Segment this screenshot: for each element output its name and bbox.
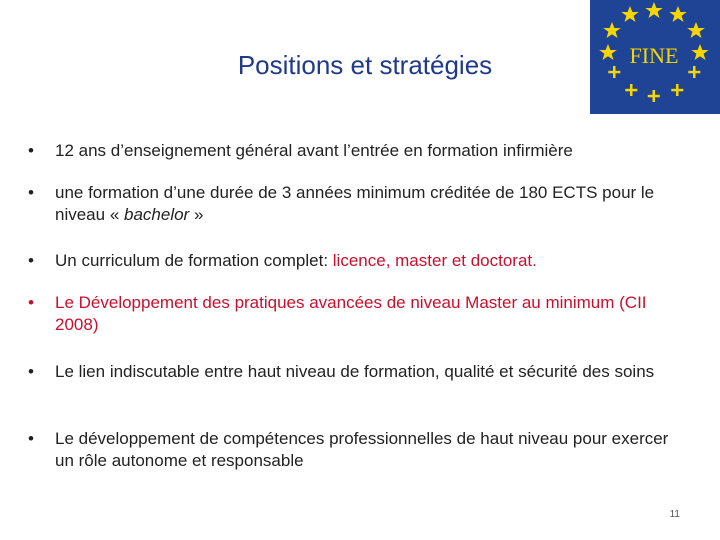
bullet-text bbox=[55, 182, 688, 226]
bullet-item bbox=[28, 292, 688, 336]
bullet-text: Le Développement des pratiques avancées de niveau Master au minimum (CII 2008) bbox=[55, 293, 647, 334]
bullet-text: Le développement de compétences professionnelles de haut niveau pour exercer un rôle autonome et responsable bbox=[55, 429, 669, 470]
bullet-item bbox=[28, 250, 688, 272]
slide-title: Positions et stratégies bbox=[237, 50, 493, 80]
bullet-dot: • bbox=[28, 141, 34, 160]
bullet-item bbox=[28, 428, 688, 472]
bullet-text: Le lien indiscutable entre haut niveau de formation, qualité et sécurité des soins bbox=[55, 362, 655, 381]
logo-text: FINE bbox=[629, 43, 679, 68]
bullet-text-highlight: licence, master et doctorat. bbox=[332, 251, 537, 270]
page-number: 11 bbox=[669, 509, 680, 520]
bullet-text-part: une formation d’une durée de 3 années minimum créditée de 180 ECTS pour le niveau « bbox=[55, 183, 655, 224]
bullet-text-part: Un curriculum de formation complet: bbox=[55, 251, 333, 270]
bullet-text-part: » bbox=[189, 205, 204, 224]
bullet-dot: • bbox=[28, 251, 34, 270]
bullet-dot: • bbox=[28, 429, 34, 448]
bullet-item bbox=[28, 182, 688, 226]
bullet-text: 12 ans d’enseignement général avant l’entrée en formation infirmière bbox=[55, 141, 573, 160]
bullet-dot: • bbox=[28, 362, 34, 381]
bullet-text-italic: bachelor bbox=[124, 205, 190, 224]
bullet-text bbox=[55, 250, 688, 272]
bullet-item bbox=[28, 140, 688, 162]
bullet-dot: • bbox=[28, 293, 34, 312]
bullet-dot: • bbox=[28, 183, 34, 202]
bullet-item bbox=[28, 361, 688, 383]
